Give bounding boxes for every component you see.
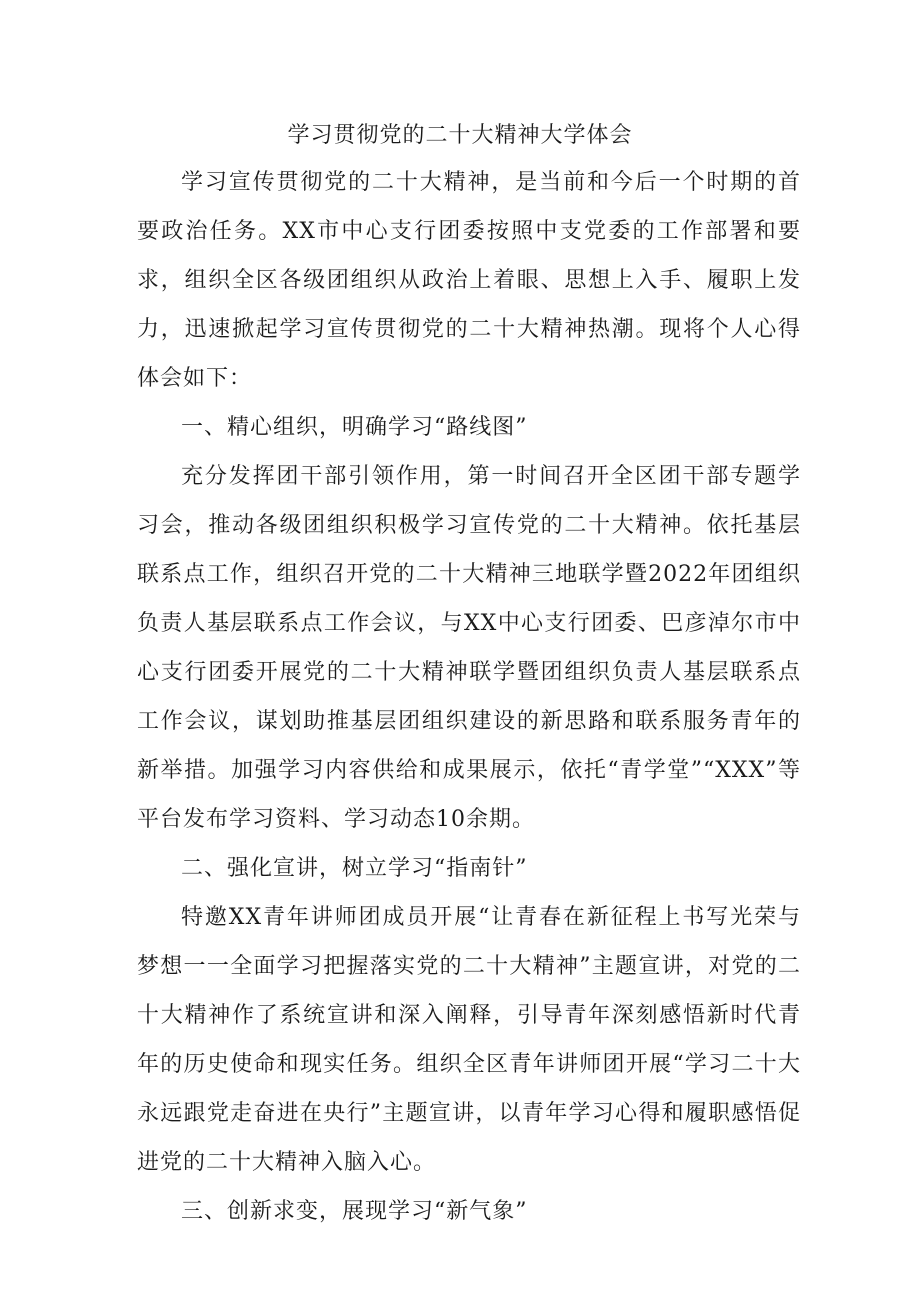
section-heading-3: 三、创新求变，展现学习“新气象” — [181, 1199, 528, 1224]
section-1-paragraph: 充分发挥团干部引领作用，第一时间召开全区团干部专题学习会，推动各级团组织积极学习宣传党的二十大精神。依托基层联系点工作，组织召开党的二十大精神三地联学暨2022年团组织负责人基层联系点工作会议，与XX中心支行团委、巴彦淖尔市中心支行团委开展党的二十大精神联学暨团组织负责人基层联系点工作会议，谋划助推基层团组织建设的新思路和联系服务青年的新举措。加强学习内容供给和成果展示，依托“青学堂”“XXX”等平台发布学习资料、学习动态10余期。 — [137, 464, 801, 832]
document-title: 学习贯彻党的二十大精神大学体会 — [287, 123, 633, 148]
section-2-paragraph: 特邀XX青年讲师团成员开展“让青春在新征程上书写光荣与梦想一一全面学习把握落实党的二十大精神”主题宣讲，对党的二十大精神作了系统宣讲和深入阐释，引导青年深刻感悟新时代青年的历史使命和现实任务。组织全区青年讲师团开展“学习二十大永远跟党走奋进在央行”主题宣讲，以青年学习心得和履职感悟促进党的二十大精神入脑入心。 — [137, 905, 801, 1175]
document-body — [137, 158, 801, 1236]
intro-paragraph: 学习宣传贯彻党的二十大精神，是当前和今后一个时期的首要政治任务。XX市中心支行团委按照中支党委的工作部署和要求，组织全区各级团组织从政治上着眼、思想上入手、履职上发力，迅速掀起学习宣传贯彻党的二十大精神热潮。现将个人心得体会如下： — [137, 170, 801, 391]
section-heading-1: 一、精心组织，明确学习“路线图” — [181, 415, 528, 440]
section-heading-2: 二、强化宣讲，树立学习“指南针” — [181, 856, 528, 881]
